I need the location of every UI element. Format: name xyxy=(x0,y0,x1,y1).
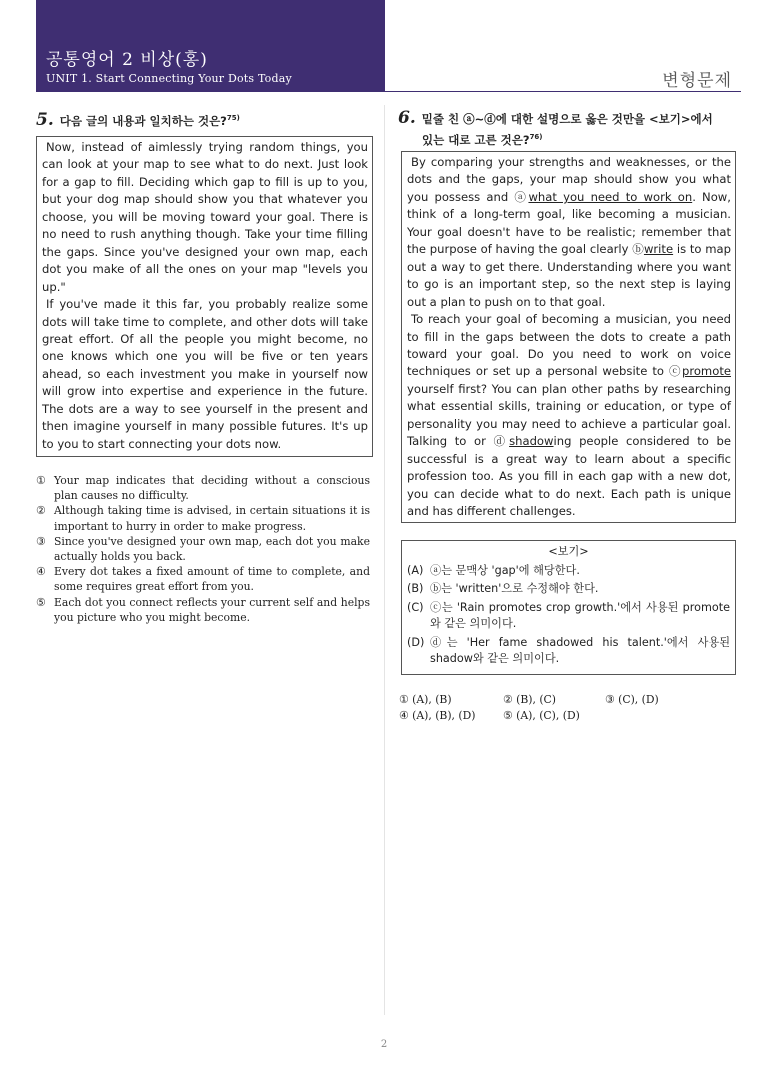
q6-bogi-box xyxy=(401,540,736,675)
bogi-key: (A) xyxy=(407,563,424,577)
bogi-text: ⓓ는 'Her fame shadowed his talent.'에서 사용된 shadow와 같은 의미이다. xyxy=(430,635,730,665)
unit-subtitle: UNIT 1. Start Connecting Your Dots Today xyxy=(46,72,292,85)
q6-answer-choices xyxy=(399,692,736,726)
bogi-text: ⓒ는 'Rain promotes crop growth.'에서 사용된 promote와 같은 의미이다. xyxy=(430,600,730,630)
option-number: ① xyxy=(36,474,46,487)
q6-answer-5[interactable]: ⑤ (A), (C), (D) xyxy=(503,709,580,722)
q5-option-3[interactable] xyxy=(36,534,370,564)
passage-text: ing people considered to be successful is a great way to learn about a specific profession too. As you fill in each gap with a new dot, you can decide what to do next. Each path is unique and has different challenges. xyxy=(407,434,731,519)
q5-prompt: 다음 글의 내용과 일치하는 것은? xyxy=(59,113,227,128)
option-number: ③ xyxy=(36,534,46,548)
q5-passage-box xyxy=(36,136,373,457)
q5-options xyxy=(36,473,370,625)
q6-heading xyxy=(398,109,736,149)
q6-footnote-ref: 76) xyxy=(529,133,543,141)
label-b: ⓑ xyxy=(632,242,644,257)
q5-paragraph-1: Now, instead of aimlessly trying random things, you can look at your map to see what to do next. Just look for a gap to fill. Deciding which gap to fill is up to you, but your dog map should show you that whatever you choose, you will be moving toward your goal. There is no need to rush anything though. Take your time filling the gaps. Since you've designed your own map, each dot you make of all the ones on your map "levels you up." xyxy=(42,140,368,294)
label-c: ⓒ xyxy=(669,364,682,379)
q5-number: 5. xyxy=(36,109,54,130)
q6-answer-3[interactable]: ③ (C), (D) xyxy=(605,693,659,706)
bogi-item-d xyxy=(407,635,730,668)
option-text: Each dot you connect reflects your current self and helps you picture who you might become. xyxy=(54,595,370,624)
label-d: ⓓ xyxy=(493,434,510,449)
column-divider xyxy=(384,105,385,1015)
passage-text: To reach your goal of becoming a musician, you need to fill in the gaps between the dots to create a path toward your goal. Do you need to work on voice techniques or set up a personal website to xyxy=(407,312,731,379)
q6-paragraph-1 xyxy=(407,154,731,311)
q6-answer-1[interactable]: ① (A), (B) xyxy=(399,693,452,706)
q5-option-1[interactable] xyxy=(36,473,370,503)
bogi-key: (B) xyxy=(407,582,424,595)
underline-b: write xyxy=(643,242,674,257)
underline-d: shadow xyxy=(509,434,554,449)
bogi-text: ⓐ는 문맥상 'gap'에 해당한다. xyxy=(430,563,580,577)
passage-text: is to map out a way to get there. Understanding where you want to go is an important step, so the next step is laying out a plan to push on to that goal. xyxy=(407,242,731,309)
option-text: Your map indicates that deciding without a conscious plan causes no difficulty. xyxy=(54,474,370,503)
passage-text: By comparing your strengths and weaknesses, or the dots and the gaps, your map should show you what you possess and xyxy=(407,155,731,204)
option-text: Since you've designed your own map, each dot you make actually holds you back. xyxy=(54,534,370,564)
q6-number: 6. xyxy=(398,108,416,128)
passage-text: . Now, think of a long-term goal, like becoming a musician. Your goal doesn't have to be realistic; remember that the purpose of having the goal clearly xyxy=(407,189,731,257)
option-text: Although taking time is advised, in certain situations it is important to hurry in order to make progress. xyxy=(54,504,370,533)
underline-a: what you need to work on xyxy=(528,189,693,204)
bogi-key: (D) xyxy=(407,635,425,649)
q6-prompt-line-1: 밑줄 친 ⓐ~ⓓ에 대한 설명으로 옳은 것만을 <보기>에서 xyxy=(421,112,713,126)
textbook-title: 공통영어 2 비상(홍) xyxy=(46,50,208,70)
label-a: ⓐ xyxy=(514,189,529,204)
option-number: ④ xyxy=(36,565,46,579)
option-number: ② xyxy=(36,504,46,518)
section-tag: 변형문제 xyxy=(662,71,732,91)
bogi-text: ⓑ는 'written'으로 수정해야 한다. xyxy=(430,582,599,595)
q5-paragraph-2: If you've made it this far, you probably realize some dots will take time to complete, and other dots will take great effort. Of all the people you might become, no one knows which one you will be five or ten years ahead, so each investment you make in yourself now will grow into expertise and experience in the future. The dots are a way to see yourself in the present and then imagine yourself in many possible futures. It's up to you to start connecting your dots now. xyxy=(42,297,368,451)
q5-footnote-ref: 75) xyxy=(226,114,240,122)
passage-text: yourself first? You can plan other paths by researching what essential skills, training or education, or type of personality you may need to achieve a particular goal. Talking to or xyxy=(407,381,731,449)
header-rule xyxy=(385,91,741,92)
q5-heading xyxy=(36,109,376,130)
q6-answer-4[interactable]: ④ (A), (B), (D) xyxy=(399,709,476,722)
bogi-item-b xyxy=(407,581,730,598)
bogi-title: <보기> xyxy=(548,545,589,558)
q6-paragraph-2 xyxy=(407,311,731,520)
option-text: Every dot takes a fixed amount of time to complete, and some requires great effort from you. xyxy=(54,565,370,594)
header-banner xyxy=(36,0,385,92)
option-number: ⑤ xyxy=(36,595,46,609)
q5-option-4[interactable] xyxy=(36,564,370,594)
underline-c: promote xyxy=(681,364,731,379)
q5-option-2[interactable] xyxy=(36,503,370,533)
page-number: 2 xyxy=(380,1039,388,1050)
q6-answer-2[interactable]: ② (B), (C) xyxy=(503,693,557,706)
bogi-key: (C) xyxy=(407,600,424,614)
q6-passage-box xyxy=(401,151,736,523)
bogi-item-a xyxy=(407,563,730,580)
q5-option-5[interactable] xyxy=(36,595,370,625)
bogi-item-c xyxy=(407,600,730,633)
q6-prompt-line-2: 있는 대로 고른 것은? xyxy=(422,132,530,147)
